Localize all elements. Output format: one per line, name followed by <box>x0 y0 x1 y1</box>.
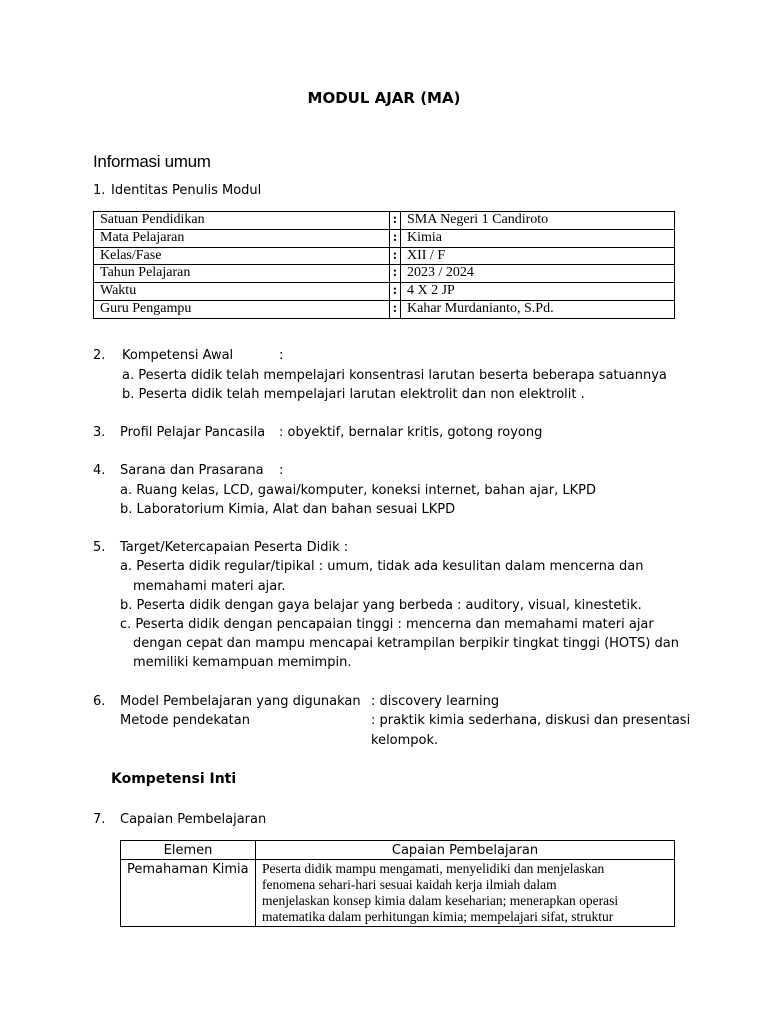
capaian-pembelajaran-table <box>120 840 675 927</box>
item-6-model-value: : discovery learning <box>371 694 500 709</box>
identity-value: Kimia <box>401 229 675 247</box>
item-6-model-label: Model Pembelajaran yang digunakan <box>120 694 361 709</box>
identity-value: SMA Negeri 1 Candiroto <box>401 212 675 230</box>
capaian-line: menjelaskan konsep kimia dalam keseharian; menerapkan operasi <box>262 893 619 908</box>
item-4-point-a: a. Ruang kelas, LCD, gawai/komputer, koneksi internet, bahan ajar, LKPD <box>120 483 596 498</box>
item-2-number: 2. <box>93 348 106 363</box>
item-3-label: Profil Pelajar Pancasila <box>120 425 266 440</box>
identity-label: Guru Pengampu <box>94 300 390 318</box>
table-row <box>94 247 675 265</box>
item-4-label: Sarana dan Prasarana <box>120 463 264 478</box>
item-6-number: 6. <box>93 694 106 709</box>
item-1-number: 1. <box>93 183 106 198</box>
table-row <box>94 265 675 283</box>
identity-label: Tahun Pelajaran <box>94 265 390 283</box>
identity-table <box>93 211 675 319</box>
table-header-row <box>121 841 675 860</box>
elemen-cell: Pemahaman Kimia <box>121 860 256 927</box>
item-5-point-a-line1: a. Peserta didik regular/tipikal : umum, tidak ada kesulitan dalam mencerna dan <box>120 559 644 574</box>
identity-label: Mata Pelajaran <box>94 229 390 247</box>
identity-value: 4 X 2 JP <box>401 283 675 301</box>
item-5-point-a-line2: memahami materi ajar. <box>133 579 286 594</box>
item-5-label: Target/Ketercapaian Peserta Didik : <box>120 540 349 555</box>
item-3-number: 3. <box>93 425 106 440</box>
item-7-label: Capaian Pembelajaran <box>120 812 267 827</box>
table-row <box>94 212 675 230</box>
item-5-point-c-line1: c. Peserta didik dengan pencapaian tinggi : mencerna dan memahami materi ajar <box>120 617 654 632</box>
identity-value: XII / F <box>401 247 675 265</box>
item-6-metode-value-line1: : praktik kimia sederhana, diskusi dan presentasi <box>371 713 691 728</box>
item-3-value: : obyektif, bernalar kritis, gotong royong <box>279 425 543 440</box>
item-6-metode-label: Metode pendekatan <box>120 713 250 728</box>
identity-label: Kelas/Fase <box>94 247 390 265</box>
item-2-point-b: b. Peserta didik telah mempelajari larutan elektrolit dan non elektrolit . <box>122 387 585 402</box>
table-row <box>94 300 675 318</box>
item-5-number: 5. <box>93 540 106 555</box>
identity-value: 2023 / 2024 <box>401 265 675 283</box>
identity-colon: : <box>390 300 401 318</box>
item-4-point-b: b. Laboratorium Kimia, Alat dan bahan sesuai LKPD <box>120 502 456 517</box>
item-5-point-c-line2: dengan cepat dan mampu mencapai ketrampilan berpikir tingkat tinggi (HOTS) dan <box>133 636 680 651</box>
identity-colon: : <box>390 229 401 247</box>
identity-colon: : <box>390 265 401 283</box>
table-row <box>94 283 675 301</box>
item-2-label: Kompetensi Awal <box>122 348 234 363</box>
identity-colon: : <box>390 283 401 301</box>
identity-colon: : <box>390 247 401 265</box>
document-title: MODUL AJAR (MA) <box>307 89 461 107</box>
identity-label: Waktu <box>94 283 390 301</box>
item-1-label: Identitas Penulis Modul <box>111 183 262 198</box>
identity-label: Satuan Pendidikan <box>94 212 390 230</box>
capaian-line: fenomena sehari-hari sesuai kaidah kerja ilmiah dalam <box>262 877 557 892</box>
capaian-line: Peserta didik mampu mengamati, menyelidiki dan menjelaskan <box>262 861 605 876</box>
item-7-number: 7. <box>93 812 106 827</box>
item-4-number: 4. <box>93 463 106 478</box>
column-header-capaian: Capaian Pembelajaran <box>256 841 675 860</box>
section-heading-informasi-umum: Informasi umum <box>93 152 211 171</box>
capaian-line: matematika dalam perhitungan kimia; mempelajari sifat, struktur <box>262 909 614 924</box>
column-header-elemen: Elemen <box>121 841 256 860</box>
item-5-point-c-line3: memiliki kemampuan memimpin. <box>133 655 352 670</box>
capaian-cell <box>256 860 675 927</box>
item-2-colon: : <box>279 348 284 363</box>
item-6-metode-value-line2: kelompok. <box>371 733 439 748</box>
item-4-colon: : <box>279 463 284 478</box>
table-row <box>94 229 675 247</box>
item-5-point-b: b. Peserta didik dengan gaya belajar yang berbeda : auditory, visual, kinestetik. <box>120 598 642 613</box>
item-2-point-a: a. Peserta didik telah mempelajari konsentrasi larutan beserta beberapa satuannya <box>122 368 667 383</box>
identity-value: Kahar Murdanianto, S.Pd. <box>401 300 675 318</box>
table-row <box>121 860 675 927</box>
identity-colon: : <box>390 212 401 230</box>
section-heading-kompetensi-inti: Kompetensi Inti <box>111 771 237 787</box>
